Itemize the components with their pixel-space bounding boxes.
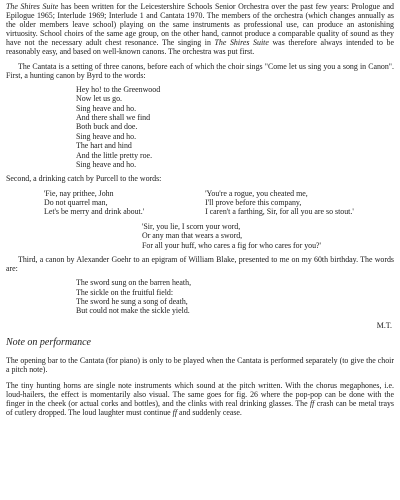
paragraph-opening-bar: The opening bar to the Cantata (for piano) is only to be played when the Cantata is performed separately (to give the choir a pitch note). <box>6 355 394 374</box>
verse-line: I'll prove before this company, <box>205 197 302 207</box>
document-page <box>6 2 394 417</box>
verse-line: Sing heave and ho. <box>76 103 137 113</box>
verse-blake <box>76 278 394 316</box>
verse-purcell-left <box>44 189 205 217</box>
paragraph-purcell: Second, a drinking catch by Purcell to the words: <box>6 174 162 184</box>
verse-line: The sickle on the fruitful field: <box>76 287 174 297</box>
dynamic-marking: ff <box>309 399 315 409</box>
paragraph-goehr: Third, a canon by Alexander Goehr to an epigram of William Blake, presented to me on my 60th birthday. The words are: <box>6 254 394 274</box>
verse-line: Now let us go. <box>76 94 123 104</box>
verse-line: 'Sir, you lie, I scorn your word, <box>142 221 241 231</box>
verse-line: The sword he sung a song of death, <box>76 296 188 306</box>
verse-line: Sing heave and ho. <box>76 131 137 141</box>
verse-purcell-bottom <box>142 222 394 250</box>
verse-line: Do not quarrel man, <box>44 197 108 207</box>
verse-line: Hey ho! to the Greenwood <box>76 84 161 94</box>
paragraph-cantata: The Cantata is a setting of three canons, before each of which the choir sings "Come let us sing you a song in Canon". First, a hunting canon by Byrd to the words: <box>6 61 394 80</box>
signature: M.T. <box>376 320 392 330</box>
paragraph-instruments: The tiny hunting horns are single note instruments which sound at the pitch written. With the chorus megaphones, i.e. loud-hailers, the effect is momentarily also visual. The same goes for fig. 26 where the pop-pop can be done with the finger in the cheek (or actual corks and bottles), and the clinks with real drinking glasses. The ff crash can be metal trays of cutlery dropped. The loud laughter must continue ff and suddenly cease. <box>6 381 394 418</box>
verse-purcell <box>44 189 394 217</box>
verse-line: The sword sung on the barren heath, <box>76 278 192 288</box>
work-title: The Shires Suite <box>214 38 269 48</box>
verse-line: Sing heave and ho. <box>76 160 137 169</box>
verse-line: I caren't a farthing, Sir, for all you are so stout.' <box>205 207 354 217</box>
verse-line: The hart and hind <box>76 141 132 151</box>
verse-line: For all your huff, who cares a fig for who cares for you?' <box>142 240 321 250</box>
verse-line: 'You're a rogue, you cheated me, <box>205 188 308 198</box>
verse-line: 'Fie, nay prithee, John <box>44 188 114 198</box>
dynamic-marking: ff <box>172 408 178 418</box>
verse-line: And there shall we find <box>76 112 151 122</box>
verse-line: And the little pretty roe. <box>76 150 153 160</box>
verse-line: Both buck and doe. <box>76 122 138 132</box>
verse-purcell-right <box>205 189 394 217</box>
paragraph-intro: The Shires Suite has been written for the Leicestershire Schools Senior Orchestra over the past few years: Prologue and Epilogue 1965; Interlude 1969; Interlude 1 and Cantata 1970. The members of the orchestra (which changes annually as the older members leave school) playing on the same instruments as professional use, can produce an astonishing virtuosity. School choirs of the same age group, on the other hand, cannot produce a comparable quality of sound as they have not the necessary adult chest resonance. The singing in The Shires Suite was therefore always intended to be reasonably easy, and based on well-known canons. The orchestra was put first. <box>6 2 394 57</box>
section-heading: Note on performance <box>6 336 91 348</box>
verse-line: Let's be merry and drink about.' <box>44 207 145 217</box>
verse-byrd <box>76 85 394 170</box>
work-title: The Shires Suite <box>6 2 59 11</box>
verse-line: But could not make the sickle yield. <box>76 306 190 316</box>
verse-line: Or any man that wears a sword, <box>142 231 243 241</box>
